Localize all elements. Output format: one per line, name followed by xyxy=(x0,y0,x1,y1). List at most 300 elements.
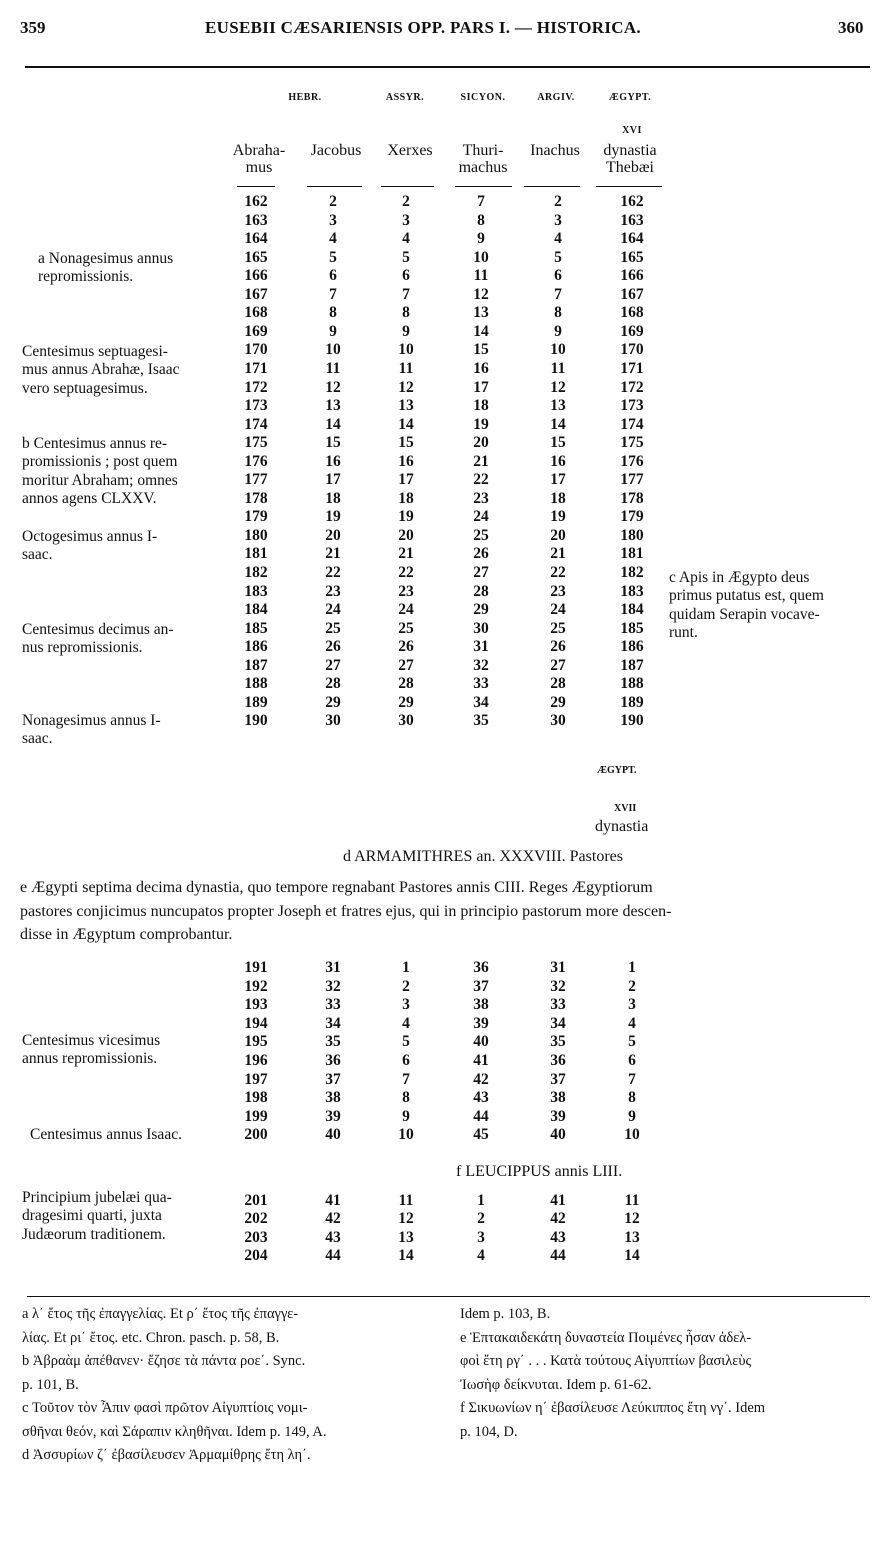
table-cell: 177 xyxy=(244,471,268,489)
column-label-sicyon: SICYON. xyxy=(460,92,506,103)
table-cell: 8 xyxy=(628,1089,636,1107)
table-cell: 39 xyxy=(473,1014,489,1032)
table-cell: 181 xyxy=(244,545,268,563)
table-cell: 171 xyxy=(244,359,268,377)
footnote-line: Idem p. 103, B. xyxy=(460,1306,551,1322)
table-cell: 36 xyxy=(550,1052,566,1069)
table-cell: 10 xyxy=(398,341,414,359)
table-cell: 5 xyxy=(402,1033,410,1051)
table-cell: 30 xyxy=(325,712,341,730)
column-label-hebr: HEBR. xyxy=(288,92,322,103)
table-cell: 32 xyxy=(325,977,341,995)
footnote-line: λίας. Et ρι΄ ἔτος. etc. Chron. pasch. p. 58, B. xyxy=(22,1329,280,1346)
table-cell: 45 xyxy=(473,1126,489,1144)
footnote-line: e Ἑπτακαιδεκάτη δυναστεία Ποιμένες ἦσαν ἀδελ- xyxy=(460,1329,752,1346)
table-cell: 31 xyxy=(473,638,489,656)
table-cell: 29 xyxy=(325,693,341,711)
table-cell: 21 xyxy=(325,545,341,563)
table-cell: 28 xyxy=(398,675,414,693)
table-cell: 178 xyxy=(244,489,268,507)
table-cell: 28 xyxy=(473,582,489,600)
table-cell: 3 xyxy=(402,996,410,1014)
table-cell: 38 xyxy=(550,1089,566,1107)
table-cell: 162 xyxy=(244,193,268,210)
table-cell: 184 xyxy=(244,601,268,619)
footnote-rule xyxy=(27,1296,870,1297)
table-cell: 12 xyxy=(398,378,414,396)
table-cell: 17 xyxy=(398,471,414,489)
table-cell: 39 xyxy=(550,1107,566,1125)
table-cell: 38 xyxy=(325,1089,341,1107)
table-cell: 31 xyxy=(325,959,341,976)
table-cell: 190 xyxy=(620,712,644,730)
table-cell: 26 xyxy=(325,638,341,656)
table-cell: 189 xyxy=(620,693,644,711)
dynastia-label: dynastia xyxy=(595,818,649,835)
column-underline xyxy=(307,186,362,187)
table-cell: 5 xyxy=(628,1033,636,1051)
table-cell: 169 xyxy=(244,322,268,340)
table-cell: 4 xyxy=(402,1014,410,1032)
paragraph-line: pastores conjicimus nuncupatos propter Joseph et fratres ejus, qui in principio pastorum more descen- xyxy=(20,902,672,920)
table-cell: 201 xyxy=(244,1192,268,1209)
table-cell: 4 xyxy=(402,230,410,248)
margin-note-line: vero septuagesimus. xyxy=(22,379,148,397)
table-cell: 23 xyxy=(398,582,414,600)
table-cell: 7 xyxy=(628,1070,636,1088)
table-cell: 25 xyxy=(325,619,341,637)
margin-note-line: saac. xyxy=(22,546,53,564)
table-cell: 167 xyxy=(244,285,268,303)
table-cell: 200 xyxy=(244,1126,268,1144)
table-cell: 3 xyxy=(402,211,410,229)
table-cell: 23 xyxy=(550,582,566,600)
table-cell: 7 xyxy=(329,285,337,303)
footnote-line: p. 104, D. xyxy=(460,1423,518,1440)
column-underline xyxy=(524,186,580,187)
table-cell: 8 xyxy=(402,1089,410,1107)
table-cell: 11 xyxy=(473,267,489,285)
table-cell: 170 xyxy=(620,341,644,359)
table-cell: 18 xyxy=(550,489,566,507)
table-cell: 20 xyxy=(473,434,489,452)
table-cell: 24 xyxy=(550,601,566,619)
table-cell: 13 xyxy=(550,397,566,415)
table-cell: 12 xyxy=(624,1210,640,1228)
table-cell: 24 xyxy=(398,601,414,619)
table-cell: 184 xyxy=(620,601,644,619)
table-cell: 170 xyxy=(244,341,268,359)
table-cell: 195 xyxy=(244,1033,268,1051)
table-cell: 20 xyxy=(550,526,566,544)
table-cell: 174 xyxy=(244,415,268,433)
table-cell: 175 xyxy=(620,434,644,452)
table-cell: 32 xyxy=(550,977,566,995)
table-cell: 25 xyxy=(398,619,414,637)
margin-note-line: repromissionis. xyxy=(38,268,134,286)
table-cell: 3 xyxy=(477,1228,485,1246)
table-cell: 7 xyxy=(402,1070,410,1088)
table-cell: 165 xyxy=(620,248,644,266)
table-cell: 22 xyxy=(550,564,566,581)
table-cell: 166 xyxy=(244,267,268,285)
table-cell: 8 xyxy=(402,304,410,322)
table-cell: 37 xyxy=(325,1070,341,1088)
table-cell: 21 xyxy=(550,545,566,563)
table-cell: 177 xyxy=(620,471,644,489)
table-cell: 44 xyxy=(325,1246,341,1264)
dynasty-17-numeral: XVII xyxy=(614,803,637,814)
table-cell: 185 xyxy=(620,619,644,637)
table-cell: 164 xyxy=(244,230,268,248)
table-cell: 39 xyxy=(325,1107,341,1125)
table-cell: 8 xyxy=(477,211,485,229)
table-cell: 179 xyxy=(620,508,644,526)
table-cell: 19 xyxy=(398,508,414,526)
footnote-line: b Ἀβραὰμ ἀπέθανεν· ἔζησε τὰ πάντα ροε΄. Sync. xyxy=(22,1353,306,1369)
table-cell: 181 xyxy=(620,545,644,563)
table-cell: 36 xyxy=(473,959,489,976)
table-cell: 182 xyxy=(620,564,644,581)
margin-note-line: Octogesimus annus I- xyxy=(22,528,158,545)
margin-note-line: moritur Abraham; omnes xyxy=(22,471,178,489)
table-cell: 34 xyxy=(325,1014,341,1032)
table-cell: 25 xyxy=(473,526,489,544)
table-cell: 11 xyxy=(550,359,566,377)
margin-note-line: Centesimus vicesimus xyxy=(22,1032,161,1049)
table-cell: 16 xyxy=(325,452,341,470)
margin-note-line: Nonagesimus annus I- xyxy=(22,712,161,729)
table-cell: 166 xyxy=(620,267,644,285)
column-name: dynastia xyxy=(603,142,657,159)
table-cell: 189 xyxy=(244,693,268,711)
table-cell: 6 xyxy=(628,1052,636,1069)
column-name: Inachus xyxy=(530,142,580,159)
table-cell: 40 xyxy=(550,1126,566,1144)
table-cell: 15 xyxy=(398,434,414,452)
table-cell: 163 xyxy=(620,211,644,229)
column-name: Thebæi xyxy=(606,159,654,176)
table-cell: 171 xyxy=(620,359,644,377)
table-cell: 175 xyxy=(244,434,268,452)
table-cell: 13 xyxy=(325,397,341,415)
table-cell: 26 xyxy=(550,638,566,656)
table-cell: 37 xyxy=(550,1070,566,1088)
table-cell: 14 xyxy=(624,1246,640,1264)
table-cell: 42 xyxy=(325,1210,341,1228)
table-cell: 12 xyxy=(325,378,341,396)
table-cell: 197 xyxy=(244,1070,268,1088)
table-cell: 4 xyxy=(628,1014,636,1032)
commentary-paragraph xyxy=(20,876,872,947)
table-cell: 30 xyxy=(473,619,489,637)
table-cell: 27 xyxy=(473,564,489,581)
table-cell: 23 xyxy=(473,489,489,507)
column-name: Jacobus xyxy=(310,142,362,159)
table-cell: 27 xyxy=(398,656,414,674)
table-cell: 27 xyxy=(550,656,566,674)
table-cell: 41 xyxy=(325,1192,341,1209)
table-cell: 2 xyxy=(402,193,410,210)
column-name: machus xyxy=(458,159,508,176)
table-cell: 9 xyxy=(402,1107,410,1125)
margin-note-line: Centesimus annus Isaac. xyxy=(30,1126,182,1143)
table-cell: 29 xyxy=(398,693,414,711)
table-cell: 14 xyxy=(325,415,341,433)
table-cell: 202 xyxy=(244,1210,268,1228)
table-cell: 173 xyxy=(620,397,644,415)
table-cell: 7 xyxy=(554,285,562,303)
table-cell: 11 xyxy=(398,1192,414,1209)
table-cell: 15 xyxy=(473,341,489,359)
table-cell: 22 xyxy=(398,564,414,581)
footnote-line: c Τοῦτον τὸν Ἆπιν φασὶ πρῶτον Αἰγυπτίοις νομι- xyxy=(22,1400,308,1416)
table-cell: 176 xyxy=(244,452,268,470)
table-cell: 22 xyxy=(325,564,341,581)
table-cell: 43 xyxy=(325,1228,341,1246)
margin-note-line: Centesimus septuagesi- xyxy=(22,343,168,360)
table-cell: 5 xyxy=(402,248,410,266)
running-title: EUSEBII CÆSARIENSIS OPP. PARS I. — HISTORICA. xyxy=(205,18,641,37)
table-cell: 8 xyxy=(554,304,562,322)
table-cell: 28 xyxy=(550,675,566,693)
table-cell: 7 xyxy=(477,193,485,210)
table-cell: 30 xyxy=(398,712,414,730)
table-cell: 17 xyxy=(325,471,341,489)
table-cell: 14 xyxy=(398,1246,414,1264)
table-cell: 2 xyxy=(329,193,337,210)
table-cell: 165 xyxy=(244,248,268,266)
footnote-line: Ἰωσὴφ δείκνυται. Idem p. 61-62. xyxy=(460,1376,652,1393)
table-cell: 203 xyxy=(244,1228,268,1246)
table-cell: 199 xyxy=(244,1107,268,1125)
table-cell: 187 xyxy=(244,656,268,674)
table-cell: 182 xyxy=(244,564,268,581)
table-cell: 44 xyxy=(473,1107,489,1125)
table-cell: 28 xyxy=(325,675,341,693)
table-cell: 162 xyxy=(620,193,644,210)
table-cell: 169 xyxy=(620,322,644,340)
table-cell: 168 xyxy=(244,304,268,322)
table-cell: 2 xyxy=(402,977,410,995)
table-cell: 33 xyxy=(550,996,566,1014)
table-cell: 20 xyxy=(325,526,341,544)
footnote-line: d Ἀσσυρίων ζ΄ ἐβασίλευσεν Ἀρμαμίθρης ἔτη λη΄. xyxy=(22,1447,311,1463)
table-cell: 8 xyxy=(329,304,337,322)
table-cell: 180 xyxy=(620,526,644,544)
table-cell: 34 xyxy=(473,693,489,711)
table-cell: 13 xyxy=(398,397,414,415)
margin-note-line: Centesimus decimus an- xyxy=(22,621,174,638)
table-cell: 44 xyxy=(550,1246,566,1264)
aegypt-label-2: ÆGYPT. xyxy=(597,765,637,776)
table-cell: 9 xyxy=(402,322,410,340)
table-cell: 12 xyxy=(398,1210,414,1228)
table-cell: 22 xyxy=(473,471,489,489)
table-cell: 2 xyxy=(477,1210,485,1228)
table-cell: 2 xyxy=(628,977,636,995)
table-cell: 16 xyxy=(398,452,414,470)
table-cell: 185 xyxy=(244,619,268,637)
table-cell: 167 xyxy=(620,285,644,303)
table-cell: 38 xyxy=(473,996,489,1014)
table-cell: 5 xyxy=(554,248,562,266)
table-cell: 10 xyxy=(398,1126,414,1144)
table-cell: 19 xyxy=(473,415,489,433)
table-cell: 37 xyxy=(473,977,489,995)
table-cell: 1 xyxy=(402,959,410,976)
margin-note-line: c Apis in Ægypto deus xyxy=(669,569,810,586)
table-cell: 10 xyxy=(624,1126,640,1144)
header-rule xyxy=(25,66,870,68)
table-cell: 178 xyxy=(620,489,644,507)
table-cell: 11 xyxy=(398,359,414,377)
table-cell: 14 xyxy=(473,322,489,340)
table-cell: 40 xyxy=(325,1126,341,1144)
table-cell: 33 xyxy=(325,996,341,1014)
margin-note-line: Principium jubelæi qua- xyxy=(22,1189,172,1206)
column-name: Abraha- xyxy=(232,142,286,159)
table-cell: 21 xyxy=(398,545,414,563)
table-cell: 168 xyxy=(620,304,644,322)
margin-note-line: primus putatus est, quem xyxy=(669,587,824,605)
table-cell: 17 xyxy=(550,471,566,489)
page-number-left: 359 xyxy=(20,18,46,37)
table-cell: 192 xyxy=(244,977,268,995)
table-cell: 6 xyxy=(402,267,410,285)
column-name: mus xyxy=(245,159,273,176)
table-cell: 33 xyxy=(473,675,489,693)
table-cell: 20 xyxy=(398,526,414,544)
column-label-argiv: ARGIV. xyxy=(537,92,575,103)
column-name: Xerxes xyxy=(387,142,433,159)
table-cell: 194 xyxy=(244,1014,268,1032)
table-cell: 40 xyxy=(473,1033,489,1051)
margin-note-line: Judæorum traditionem. xyxy=(22,1225,166,1243)
page-number-right: 360 xyxy=(838,18,864,37)
table-cell: 10 xyxy=(473,248,489,266)
armamithres-line: d ARMAMITHRES an. XXXVIII. Pastores xyxy=(343,848,623,865)
margin-note-line: nus repromissionis. xyxy=(22,639,143,657)
table-cell: 176 xyxy=(620,452,644,470)
footnote-line: p. 101, B. xyxy=(22,1376,79,1393)
paragraph-line: disse in Ægyptum comprobantur. xyxy=(20,926,233,943)
table-cell: 4 xyxy=(477,1246,485,1264)
table-cell: 11 xyxy=(325,359,341,377)
table-cell: 16 xyxy=(550,452,566,470)
table-cell: 34 xyxy=(550,1014,566,1032)
table-cell: 1 xyxy=(628,959,636,976)
footnote-line: φοὶ ἔτη ργ΄ . . . Κατὰ τούτους Αἰγυπτίων βασιλεὺς xyxy=(460,1353,752,1369)
table-cell: 179 xyxy=(244,508,268,526)
table-cell: 4 xyxy=(554,230,562,248)
table-cell: 21 xyxy=(473,452,489,470)
margin-note-line: annus repromissionis. xyxy=(22,1050,158,1068)
column-underline xyxy=(455,186,512,187)
table-cell: 30 xyxy=(550,712,566,730)
table-cell: 4 xyxy=(329,230,337,248)
table-cell: 35 xyxy=(473,712,489,730)
table-cell: 19 xyxy=(550,508,566,526)
table-cell: 18 xyxy=(325,489,341,507)
table-cell: 24 xyxy=(325,601,341,619)
margin-note-line: a Nonagesimus annus xyxy=(38,250,174,267)
column-underline xyxy=(237,186,275,187)
table-cell: 198 xyxy=(244,1089,268,1107)
table-cell: 174 xyxy=(620,415,644,433)
table-cell: 190 xyxy=(244,712,268,730)
table-cell: 187 xyxy=(620,656,644,674)
table-cell: 23 xyxy=(325,582,341,600)
table-cell: 183 xyxy=(620,582,644,600)
column-underline xyxy=(381,186,434,187)
table-cell: 19 xyxy=(325,508,341,526)
table-cell: 9 xyxy=(329,322,337,340)
table-cell: 41 xyxy=(550,1192,566,1209)
table-cell: 16 xyxy=(473,359,489,377)
table-cell: 186 xyxy=(620,638,644,656)
table-cell: 29 xyxy=(550,693,566,711)
table-cell: 6 xyxy=(554,267,562,285)
table-cell: 9 xyxy=(477,230,485,248)
table-cell: 163 xyxy=(244,211,268,229)
table-cell: 18 xyxy=(398,489,414,507)
table-cell: 35 xyxy=(550,1033,566,1051)
table-cell: 180 xyxy=(244,526,268,544)
table-cell: 26 xyxy=(473,545,489,563)
margin-note-line: annos agens CLXXV. xyxy=(22,489,157,507)
leucippus-line: f LEUCIPPUS annis LIII. xyxy=(456,1163,623,1180)
table-cell: 188 xyxy=(620,675,644,693)
table-cell: 186 xyxy=(244,638,268,656)
margin-note-line: b Centesimus annus re- xyxy=(22,435,168,452)
column-underline xyxy=(596,186,662,187)
column-label-assyr: ASSYR. xyxy=(385,92,425,103)
table-cell: 13 xyxy=(398,1228,414,1246)
table-cell: 3 xyxy=(628,996,636,1014)
table-cell: 18 xyxy=(473,397,489,415)
table-cell: 13 xyxy=(624,1228,640,1246)
table-cell: 43 xyxy=(473,1089,489,1107)
paragraph-line: e Ægypti septima decima dynastia, quo tempore regnabant Pastores annis CIII. Reges Ægyptiorum xyxy=(20,879,653,896)
table-cell: 43 xyxy=(550,1228,566,1246)
table-cell: 42 xyxy=(550,1210,566,1228)
table-cell: 10 xyxy=(550,341,566,359)
table-cell: 9 xyxy=(554,322,562,340)
table-cell: 172 xyxy=(244,378,268,396)
table-cell: 12 xyxy=(473,285,489,303)
table-cell: 12 xyxy=(550,378,566,396)
table-cell: 32 xyxy=(473,656,489,674)
table-cell: 3 xyxy=(554,211,562,229)
table-cell: 191 xyxy=(244,959,268,976)
table-cell: 10 xyxy=(325,341,341,359)
table-cell: 204 xyxy=(244,1246,268,1264)
footnote-line: f Σικυωνίων η΄ ἐβασίλευσε Λεύκιππος ἔτη νγ΄. Idem xyxy=(460,1400,766,1416)
margin-note-line: mus annus Abrahæ, Isaac xyxy=(22,361,180,379)
margin-note-line: quidam Serapin vocave- xyxy=(669,605,820,623)
margin-note-line: promissionis ; post quem xyxy=(22,453,178,471)
column-name: Thuri- xyxy=(462,142,504,159)
column-label-aegypt: ÆGYPT. xyxy=(608,92,652,103)
table-cell: 9 xyxy=(628,1107,636,1125)
table-cell: 173 xyxy=(244,397,268,415)
dynasty-16-numeral: XVI xyxy=(622,125,642,136)
table-cell: 3 xyxy=(329,211,337,229)
margin-note-line: saac. xyxy=(22,730,53,748)
table-cell: 6 xyxy=(329,267,337,285)
table-cell: 7 xyxy=(402,285,410,303)
